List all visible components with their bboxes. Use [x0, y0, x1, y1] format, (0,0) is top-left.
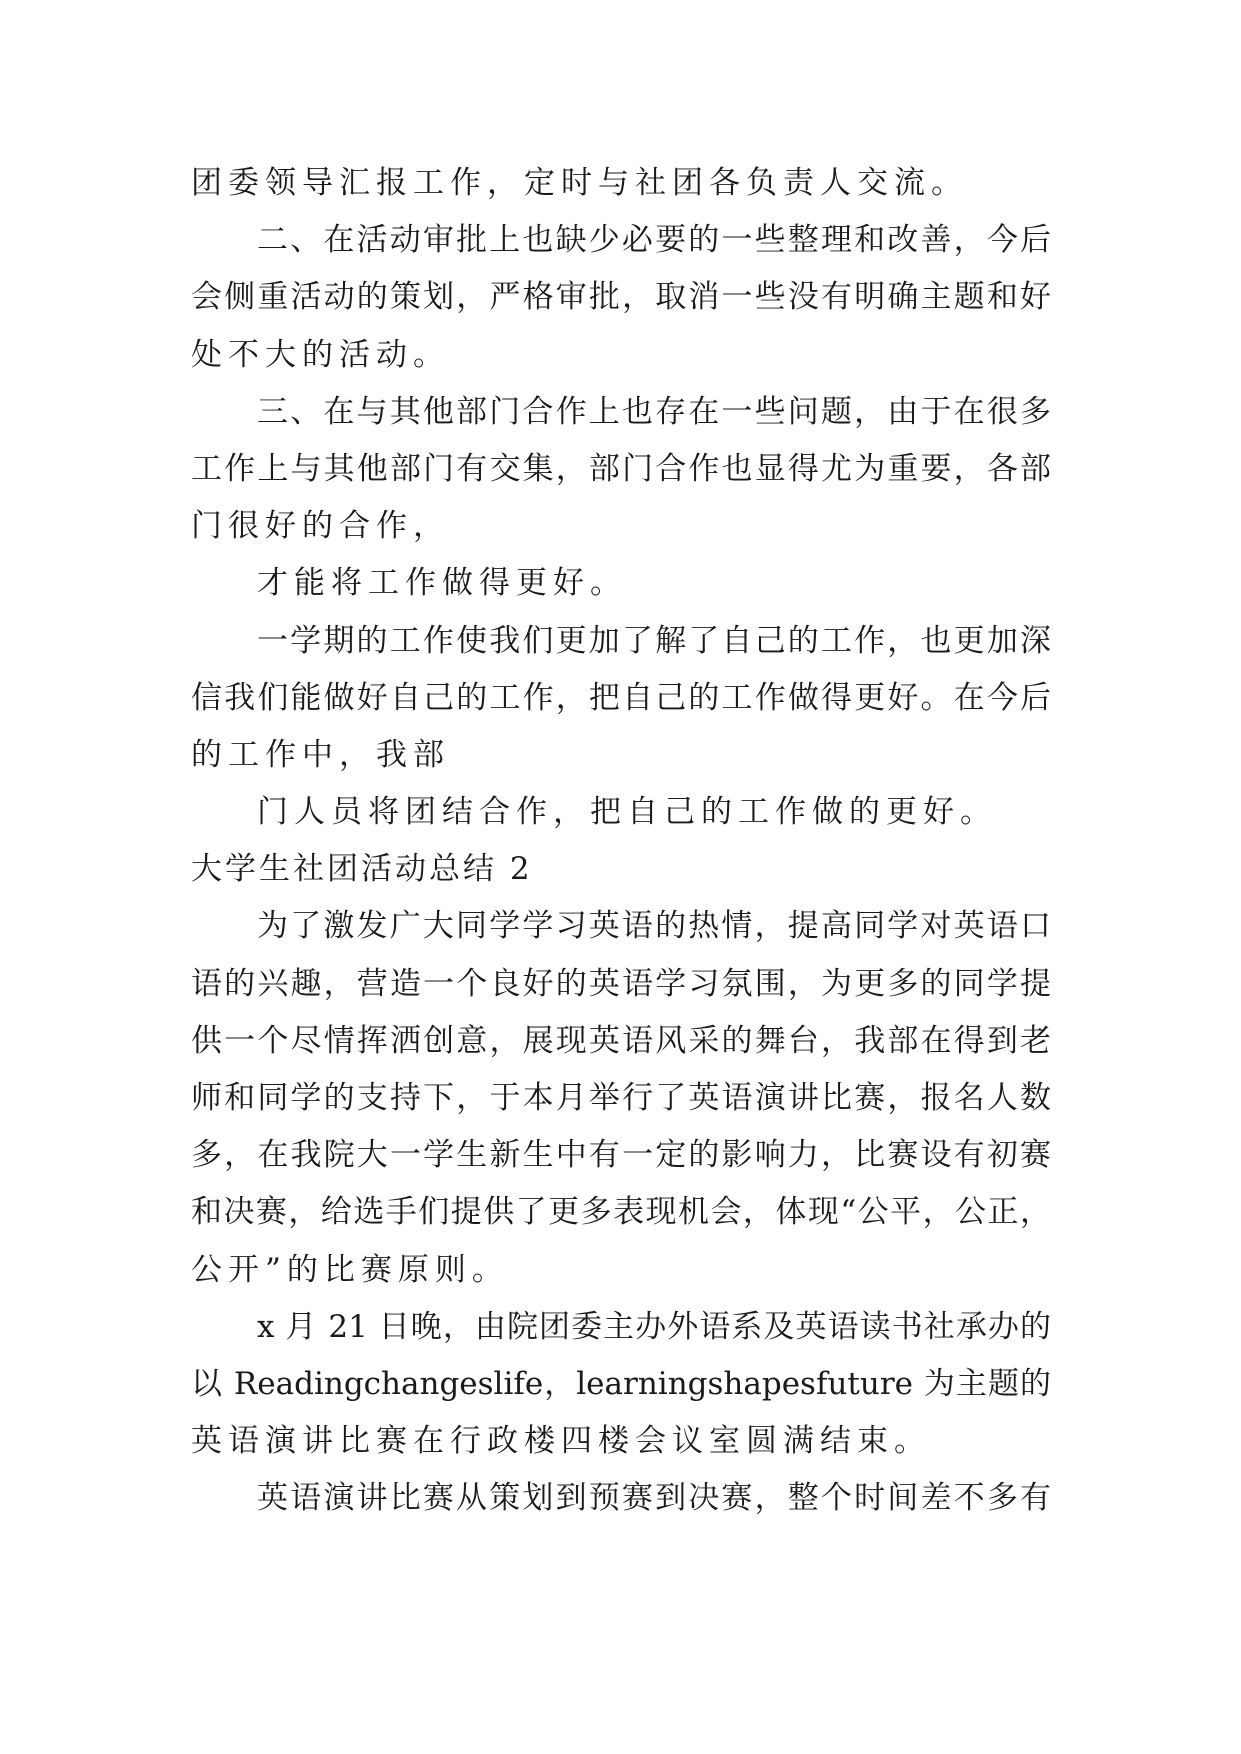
paragraph-line: 和决赛，给选手们提供了更多表现机会，体现“公平，公正， — [191, 1194, 1051, 1231]
paragraph-line: 处不大的活动。 — [191, 336, 450, 373]
paragraph-line: 会侧重活动的策划，严格审批，取消一些没有明确主题和好 — [191, 279, 1051, 316]
section-heading: 大学生社团活动总结 2 — [191, 851, 533, 888]
paragraph-line: 英语演讲比赛在行政楼四楼会议室圆满结束。 — [191, 1423, 931, 1460]
paragraph-line: 英语演讲比赛从策划到预赛到决赛，整个时间差不多有 — [257, 1480, 1051, 1517]
document-page — [191, 155, 1051, 1528]
paragraph-line: 二、在活动审批上也缺少必要的一些整理和改善，今后 — [257, 222, 1051, 259]
paragraph-line: 门很好的合作， — [191, 508, 450, 545]
paragraph-line: 门人员将团结合作，把自己的工作做的更好。 — [257, 794, 997, 831]
paragraph-line: 工作上与其他部门有交集，部门合作也显得尤为重要，各部 — [191, 450, 1051, 487]
paragraph-line: 的工作中，我部 — [191, 736, 450, 773]
paragraph-line: 信我们能做好自己的工作，把自己的工作做得更好。在今后 — [191, 679, 1051, 716]
paragraph-line: 才能将工作做得更好。 — [257, 565, 627, 602]
paragraph-line: x 月 21 日晚，由院团委主办外语系及英语读书社承办的 — [257, 1308, 1051, 1345]
paragraph-line: 为了激发广大同学学习英语的热情，提高同学对英语口 — [257, 908, 1051, 945]
paragraph-line: 多，在我院大一学生新生中有一定的影响力，比赛设有初赛 — [191, 1137, 1051, 1174]
paragraph-line: 语的兴趣，营造一个良好的英语学习氛围，为更多的同学提 — [191, 965, 1051, 1002]
paragraph-line: 三、在与其他部门合作上也存在一些问题，由于在很多 — [257, 393, 1051, 430]
paragraph-line: 一学期的工作使我们更加了解了自己的工作，也更加深 — [257, 622, 1051, 659]
paragraph-line: 供一个尽情挥洒创意，展现英语风采的舞台，我部在得到老 — [191, 1022, 1051, 1059]
paragraph-line: 公开”的比赛原则。 — [191, 1251, 509, 1288]
paragraph-line: 以 Readingchangeslife，learningshapesfuture 为主题的 — [191, 1365, 1051, 1402]
paragraph-line: 师和同学的支持下，于本月举行了英语演讲比赛，报名人数 — [191, 1080, 1051, 1116]
paragraph-line: 团委领导汇报工作，定时与社团各负责人交流。 — [191, 165, 968, 201]
